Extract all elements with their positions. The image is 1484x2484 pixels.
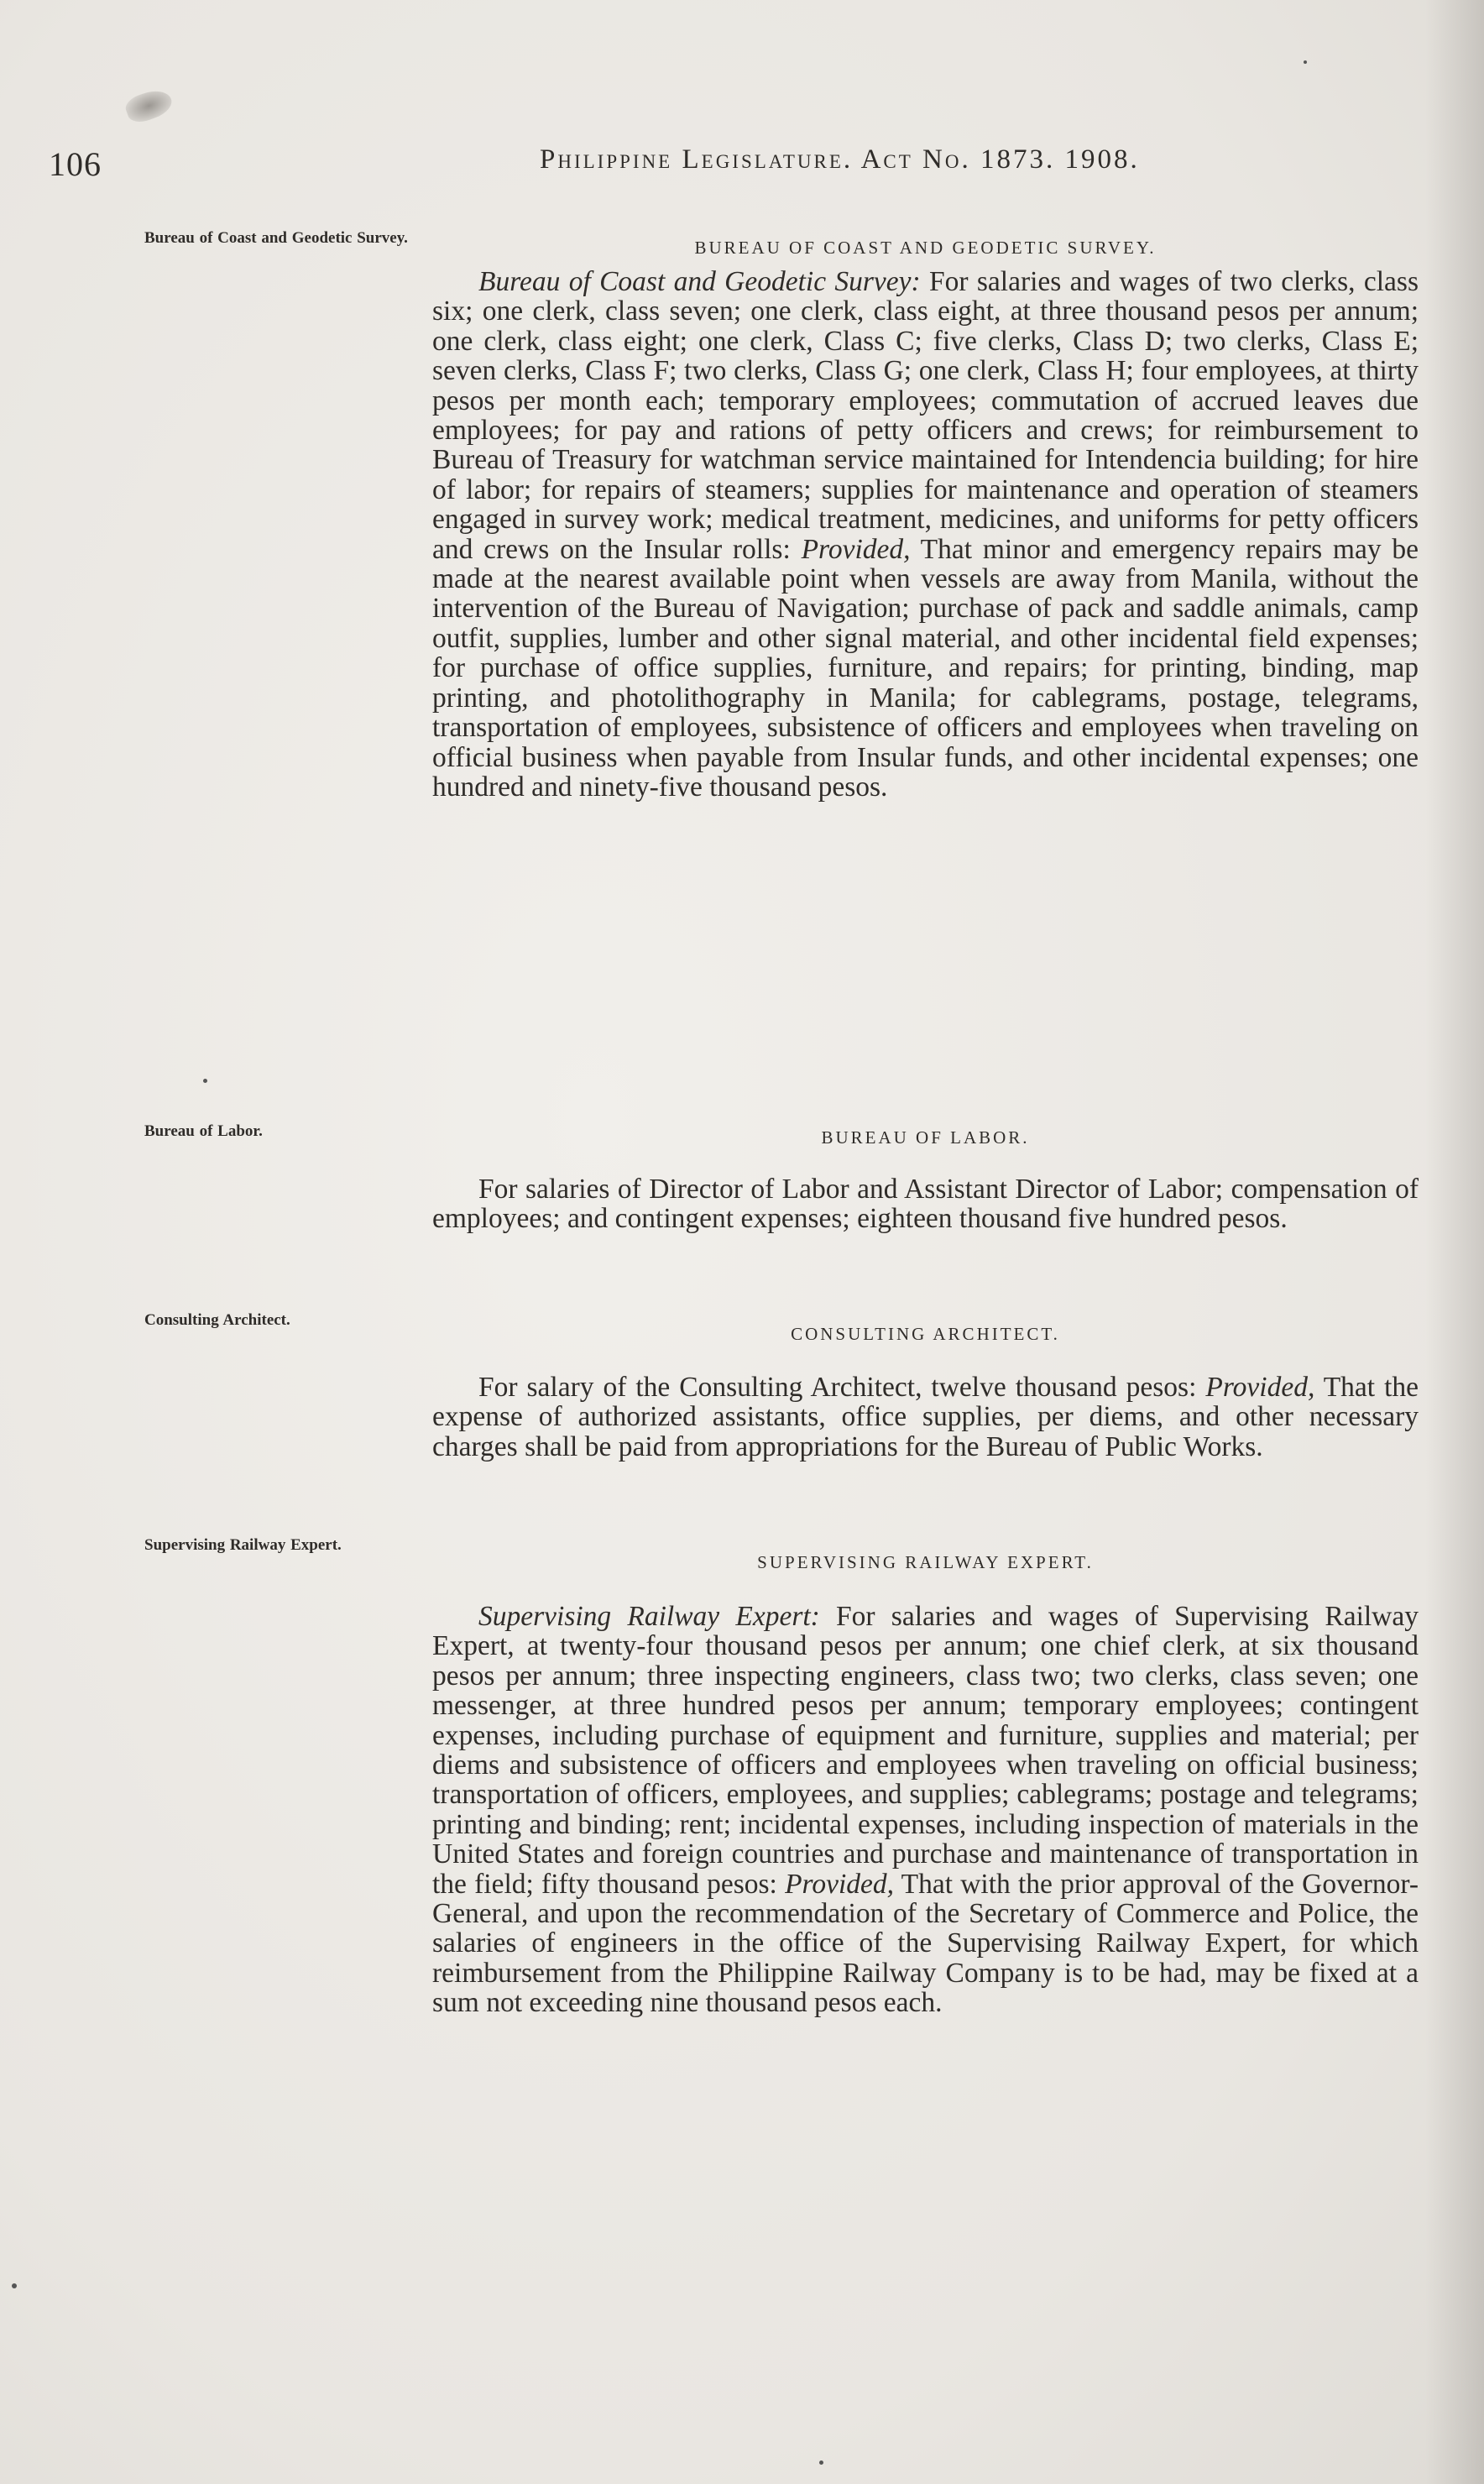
print-speck xyxy=(1304,60,1307,64)
print-speck xyxy=(819,2460,823,2465)
heading-railway-expert: SUPERVISING RAILWAY EXPERT. xyxy=(757,1552,1094,1572)
margin-note-labor: Bureau of Labor. xyxy=(144,1122,263,1140)
running-head: Philippine Legislature. Act No. 1873. 1908. xyxy=(540,144,1140,175)
paragraph-coast-geodetic: Bureau of Coast and Geodetic Survey: For salaries and wages of two clerks, class six; one clerk, class seven; one clerk, class eight, at three thousand pesos per annum; one clerk, class eight; one clerk, Class C; five clerks, Class D; two clerks, Class E; seven clerks, Class F; two clerks, Class G; one clerk, Class H; four employees, at thirty pesos per month each; temporary employees; commutation of accrued leaves due employees; for pay and rations of petty officers and crews; for reimbursement to Bureau of Treasury for watchman service maintained for Intendencia building; for hire of labor; for repairs of steamers; supplies for maintenance and operation of steamers engaged in survey work; medical treatment, medicines, and uniforms for petty officers and crews on the Insular rolls: Provided, That minor and emergency repairs may be made at the nearest available point when vessels are away from Manila, without the intervention of the Bureau of Navigation; purchase of pack and saddle animals, camp outfit, supplies, lumber and other signal material, and other incidental field expenses; for purchase of office supplies, furniture, and repairs; for printing, binding, map printing, and photolithography in Manila; for cablegrams, postage, telegrams, transportation of employees, subsistence of officers and employees when traveling on official business when payable from Insular funds, and other incidental expenses; one hundred and ninety-five thousand pesos. xyxy=(432,266,1419,803)
margin-note-railway-expert: Supervising Railway Expert. xyxy=(144,1536,342,1554)
heading-coast-geodetic: BUREAU OF COAST AND GEODETIC SURVEY. xyxy=(694,238,1157,258)
paragraph-railway-expert: Supervising Railway Expert: For salaries and wages of Supervising Railway Expert, at twenty-four thousand pesos per annum; one chief clerk, at six thousand pesos per annum; three inspecting engineers, class two; two clerks, class seven; one messenger, at three hundred pesos per annum; temporary employees; contingent expenses, including purchase of equipment and furniture, supplies and material; per diems and subsistence of officers and employees when traveling on official business; transportation of officers, employees, and supplies; cablegrams; postage and telegrams; printing and binding; rent; incidental expenses, including inspection of materials in the United States and foreign countries and purchase and maintenance of transportation in the field; fifty thousand pesos: Provided, That with the prior approval of the Governor-General, and upon the recommendation of the Secretary of Commerce and Police, the salaries of engineers in the office of the Supervising Railway Expert, for which reimbursement from the Philippine Railway Company is to be had, may be fixed at a sum not exceeding nine thousand pesos each. xyxy=(432,1601,1419,2019)
margin-note-consulting-architect: Consulting Architect. xyxy=(144,1311,290,1329)
paragraph-consulting-architect: For salary of the Consulting Architect, twelve thousand pesos: Provided, That the expense of authorized assistants, office supplies, per diems, and other necessary charges shall be paid from appropriations for the Bureau of Public Works. xyxy=(432,1372,1419,1462)
italic-emphasis: Supervising Railway Expert: xyxy=(478,1601,820,1632)
paragraph-labor: For salaries of Director of Labor and Assistant Director of Labor; compensation of employees; and contingent expenses; eighteen thousand five hundred pesos. xyxy=(432,1174,1419,1235)
heading-consulting-architect: CONSULTING ARCHITECT. xyxy=(791,1324,1060,1344)
print-speck xyxy=(12,2283,17,2288)
italic-emphasis: Bureau of Coast and Geodetic Survey: xyxy=(478,266,921,297)
italic-emphasis: Provided, xyxy=(1205,1372,1315,1403)
print-speck xyxy=(203,1079,207,1083)
italic-emphasis: Provided, xyxy=(801,533,911,565)
margin-note-coast-geodetic: Bureau of Coast and Geodetic Survey. xyxy=(144,229,408,247)
page-number: 106 xyxy=(49,145,102,183)
italic-emphasis: Provided, xyxy=(785,1868,895,1900)
heading-labor: BUREAU OF LABOR. xyxy=(821,1127,1030,1148)
ink-smudge xyxy=(123,86,175,127)
page-edge-shadow xyxy=(1425,0,1484,2484)
